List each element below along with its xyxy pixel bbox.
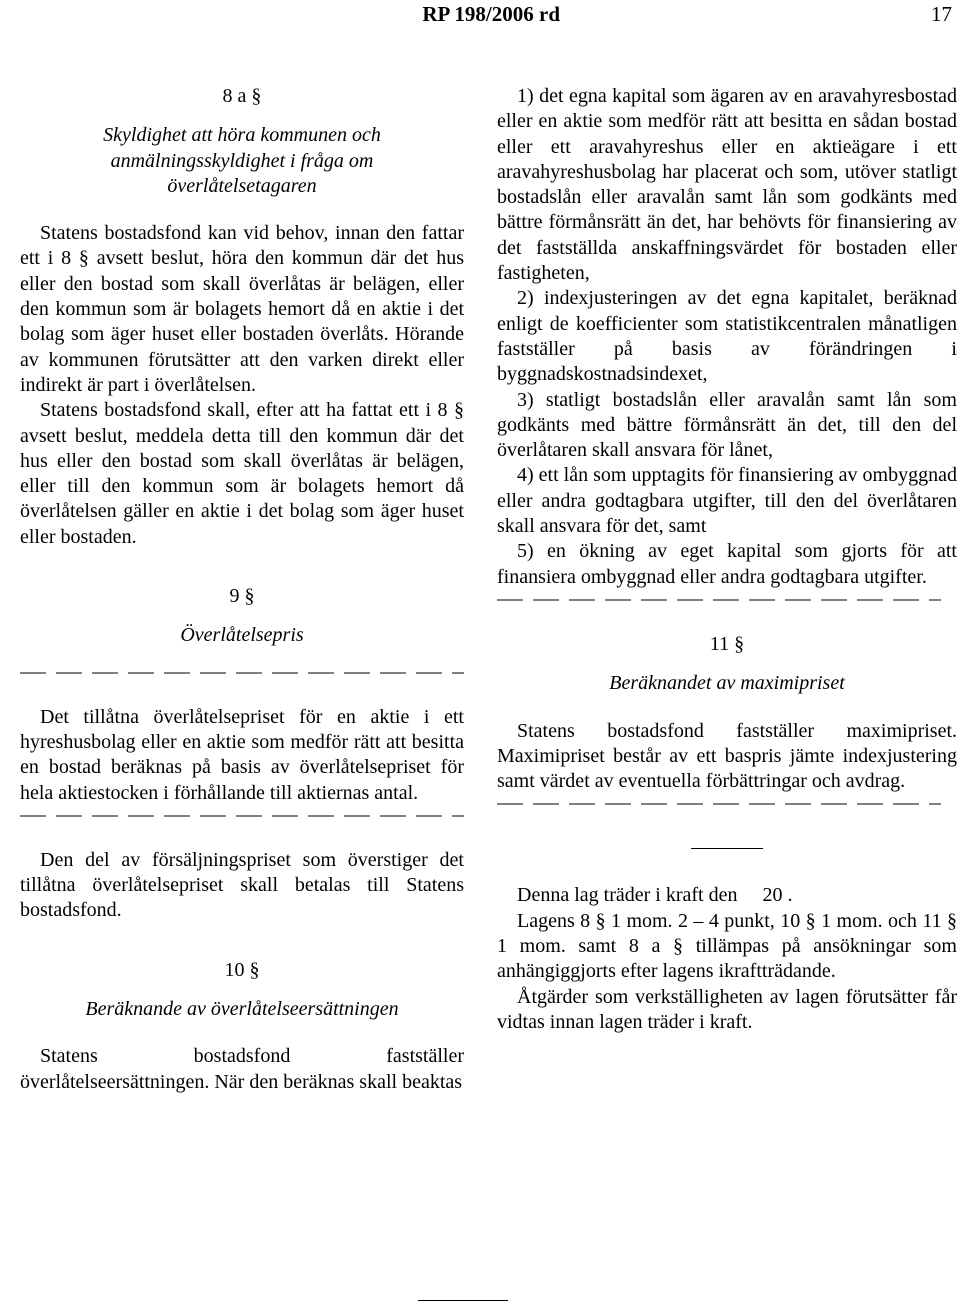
section-11-heading: Beräknandet av maximipriset bbox=[609, 672, 845, 695]
entry-paragraph-3: Åtgärder som verkställigheten av lagen förutsätter får vidtas innan lagen träder i kraft. bbox=[497, 985, 957, 1033]
omission-dashes bbox=[497, 590, 957, 610]
section-9-heading: Överlåtelsepris bbox=[180, 624, 304, 647]
entry-into-force bbox=[497, 883, 957, 908]
entry-paragraph-2: Lagens 8 § 1 mom. 2 – 4 punkt, 10 § 1 mom. och 11 § 1 mom. samt 8 a § tillämpas på ansökningar som anhängiggjorts efter lagens ikraftträdande. bbox=[497, 909, 957, 983]
entry-into-force-year: 20 . bbox=[762, 884, 793, 907]
list-item-1: 1) det egna kapital som ägaren av en aravahyresbostad eller en aktie som medför rätt att besitta en sådan bostad eller ett aravahyreshus eller en aktieägare i ett aravahyreshusbolag har placerat och som, utöver statligt bostadslån eller aravalån samt lån som godkänts med bättre förmånsrätt än det, har behövts för finansiering av det fastställda anskaffningsvärdet för bostaden eller fastigheten, bbox=[497, 85, 957, 285]
list-item-4: 4) ett lån som upptagits för finansiering av ombyggnad eller andra godtagbara utgifter, till den del överlåtaren skall ansvara för det, samt bbox=[497, 464, 957, 538]
list-item-3: 3) statligt bostadslån eller aravalån samt lån som godkänts med bättre förmånsrätt än det, till den del överlåtaren skall ansvara för lånet, bbox=[497, 388, 957, 462]
section-8a-number: 8 a § bbox=[222, 85, 262, 107]
section-9-paragraph-2: Den del av försäljningspriset som överstiger det tillåtna överlåtelsepriset skall betalas till Statens bostadsfond. bbox=[20, 848, 464, 922]
section-10-paragraph-1: Statens bostadsfond fastställer överlåtelseersättningen. När den beräknas skall beaktas bbox=[20, 1045, 464, 1093]
page-header bbox=[0, 2, 960, 28]
section-8a-heading: Skyldighet att höra kommunen och anmälningsskyldighet i fråga om överlåtelsetagaren bbox=[103, 124, 381, 197]
entry-into-force-text: Denna lag träder i kraft den bbox=[517, 884, 738, 907]
document-reference: RP 198/2006 rd bbox=[422, 2, 560, 26]
omission-dashes bbox=[497, 794, 957, 814]
section-10-heading: Beräknande av överlåtelseersättningen bbox=[85, 998, 399, 1021]
section-8a-paragraph-2: Statens bostadsfond skall, efter att ha fattat ett i 8 § avsett beslut, meddela detta till den kommun där det hus eller den bostad som skall överlåtas är belägen, eller till den kommun som är bolagets hemort då överlåtelsen gäller en aktie i det bolag som äger huset eller bostaden. bbox=[20, 399, 464, 548]
section-9-paragraph-1: Det tillåtna överlåtelsepriset för en aktie i ett hyreshusbolag eller en aktie som medför rätt att besitta en bostad beräknas på basis av överlåtelsepriset för hela aktiestocken i förhållande till aktiernas antal. bbox=[20, 705, 464, 804]
left-column bbox=[20, 84, 464, 1095]
page-number: 17 bbox=[931, 2, 952, 26]
list-item-5: 5) en ökning av eget kapital som gjorts för att finansiera ombyggnad eller andra godtagbara utgifter. bbox=[497, 540, 957, 588]
section-11-number: 11 § bbox=[709, 632, 745, 655]
section-11-paragraph-1: Statens bostadsfond fastställer maximipriset. Maximipriset består av ett baspris jämte indexjustering samt värdet av eventuella förbättringar och avdrag. bbox=[497, 719, 957, 793]
section-8a-paragraph-1: Statens bostadsfond kan vid behov, innan den fattar ett i 8 § avsett beslut, höra den kommun där det hus eller den bostad som skall överlåtas är belägen, eller den kommun som är bolagets hemort då en aktie i det bolag som äger huset eller bostaden överlåts. Hörande av kommunen förutsätter att den varken direkt eller indirekt är part i överlåtelsen. bbox=[20, 222, 464, 396]
right-column bbox=[497, 84, 957, 1035]
section-9-number: 9 § bbox=[229, 585, 255, 608]
section-10-number: 10 § bbox=[224, 958, 260, 981]
footer-rule bbox=[418, 1300, 508, 1301]
omission-dashes bbox=[20, 663, 464, 683]
list-item-2: 2) indexjusteringen av det egna kapitalet, beräknad enligt de koefficienter som statistikcentralen månatligen fastställer på basis av förändringen i byggnadskostnadsindexet, bbox=[497, 287, 957, 386]
omission-dashes bbox=[20, 806, 464, 826]
